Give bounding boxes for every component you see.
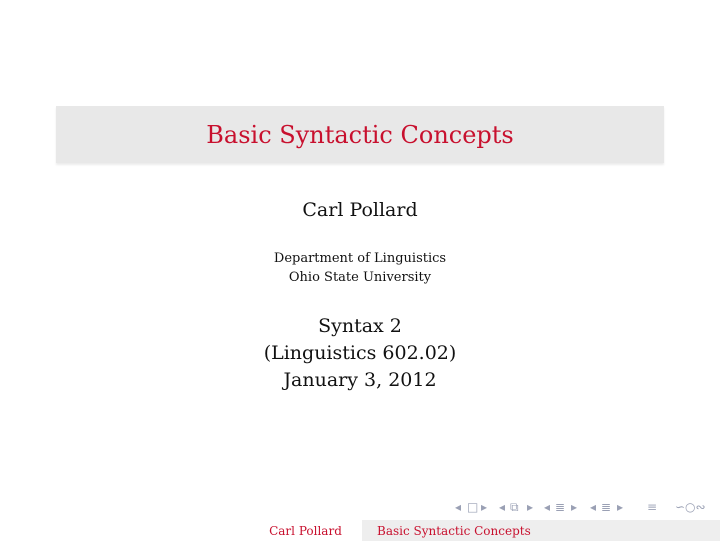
course-number: (Linguistics 602.02) (263, 342, 457, 364)
frame-icon[interactable]: ⧉ (510, 500, 519, 514)
slide-title: Basic Syntactic Concepts (206, 120, 514, 149)
footer-author: Carl Pollard (254, 520, 357, 541)
next-section-icon[interactable]: ▸ (617, 500, 624, 514)
search-icon[interactable]: ∽○∾ (675, 500, 706, 514)
author-name: Carl Pollard (302, 199, 418, 221)
footer-bar (0, 520, 720, 541)
subsection-icon[interactable]: ≣ (555, 500, 566, 514)
prev-section-icon[interactable]: ◂ (590, 500, 597, 514)
presentation-date: January 3, 2012 (283, 369, 437, 391)
footer-title: Basic Syntactic Concepts (362, 520, 720, 541)
institute (0, 249, 720, 287)
next-slide-icon[interactable]: ▸ (481, 500, 488, 514)
date-block (0, 313, 720, 394)
prev-slide-icon[interactable]: ◂ (455, 500, 462, 514)
beamer-navigation-bar (455, 500, 717, 520)
prev-subsection-icon[interactable]: ◂ (544, 500, 551, 514)
title-banner (56, 106, 664, 163)
next-subsection-icon[interactable]: ▸ (571, 500, 578, 514)
institute-department: Department of Linguistics (273, 251, 447, 266)
prev-frame-icon[interactable]: ◂ (499, 500, 506, 514)
section-icon[interactable]: ≣ (601, 500, 612, 514)
align-icon[interactable]: ≡ (647, 500, 658, 514)
institute-university: Ohio State University (288, 270, 432, 285)
course-name: Syntax 2 (318, 315, 402, 337)
next-frame-icon[interactable]: ▸ (527, 500, 534, 514)
slide-icon[interactable]: □ (467, 500, 479, 514)
